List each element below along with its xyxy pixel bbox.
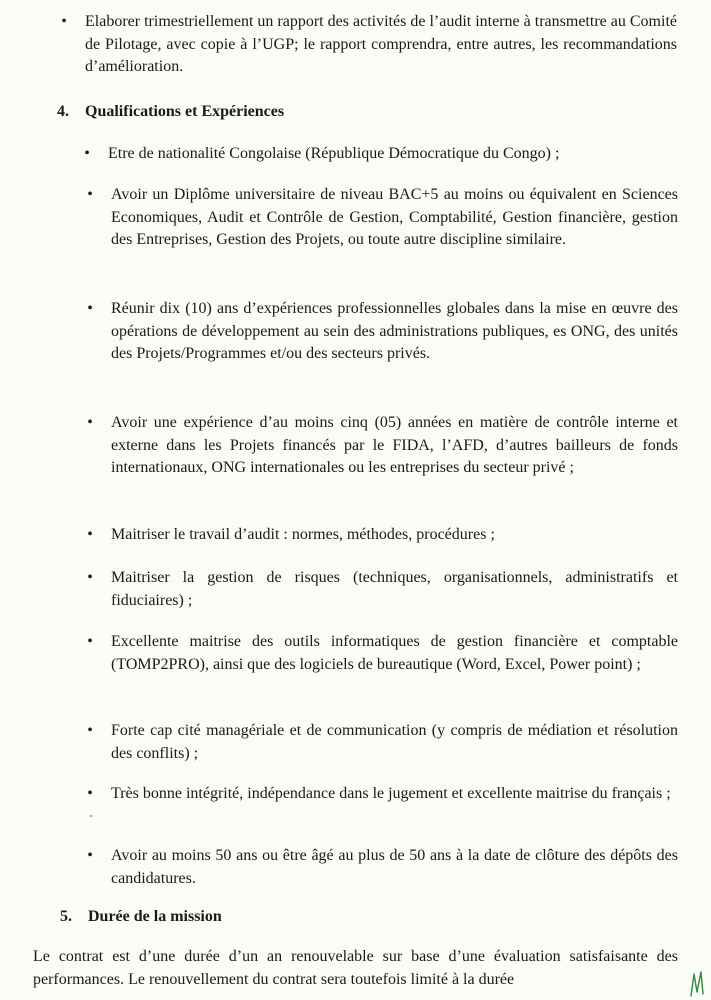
bullet-icon: • (87, 526, 93, 543)
list-item-text: Maitriser le travail d’audit : normes, méthodes, procédures ; (111, 526, 495, 543)
handwritten-initial-mark (688, 968, 706, 998)
list-item (87, 720, 678, 765)
list-item (87, 412, 678, 480)
bullet-icon: • (87, 722, 93, 739)
list-item (87, 567, 678, 612)
list-item-text: Elaborer trimestriellement un rapport des activités de l’audit interne à transmettre au Comité de Pilotage, avec copie à l’UGP; le rapport comprendra, entre autres, les recommandations d’amélioration. (85, 13, 677, 75)
list-item-text: Forte cap cité managériale et de communication (y compris de médiation et résolution des conflits) ; (111, 722, 678, 762)
section-title: Durée de la mission (88, 908, 222, 925)
bullet-icon: • (84, 145, 90, 162)
list-item-text: Avoir au moins 50 ans ou être âgé au plus de 50 ans à la date de clôture des dépôts des candidatures. (111, 847, 678, 887)
list-item (87, 184, 678, 252)
bullet-icon: • (87, 569, 93, 586)
list-item (87, 631, 678, 676)
list-item-text: Etre de nationalité Congolaise (République Démocratique du Congo) ; (108, 145, 560, 162)
list-item (87, 783, 678, 806)
bullet-icon: • (87, 633, 93, 650)
bullet-icon: • (87, 847, 93, 864)
list-item (87, 845, 678, 890)
section-heading-5 (60, 906, 222, 929)
list-item-text: Réunir dix (10) ans d’expériences professionnelles globales dans la mise en œuvre des opérations de développement au sein des administrations publiques, es ONG, des unités des Projets/Programmes et/ou des secteurs privés. (111, 300, 678, 362)
bullet-icon: • (87, 186, 93, 203)
section-paragraph: Le contrat est d’une durée d’un an renouvelable sur base d’une évaluation satisfaisante des performances. Le renouvellement du contrat sera toutefois limité à la durée (33, 948, 678, 988)
list-item-text: Avoir un Diplôme universitaire de niveau BAC+5 au moins ou équivalent en Sciences Economiques, Audit et Contrôle de Gestion, Comptabilité, Gestion financière, gestion des Entreprises, Gestion des Projets, ou toute autre discipline similaire. (111, 186, 678, 248)
section-number: 4. (57, 103, 69, 120)
list-item-text: Maitriser la gestion de risques (techniques, organisationnels, administratifs et fiduciaires) ; (111, 569, 678, 609)
list-item (87, 298, 678, 366)
bullet-icon: • (61, 13, 67, 30)
bullet-icon: • (87, 414, 93, 431)
list-item-text: Très bonne intégrité, indépendance dans le jugement et excellente maitrise du français ; (111, 785, 671, 802)
list-item (84, 143, 678, 166)
stray-dot (90, 815, 92, 817)
bullet-icon: • (87, 785, 93, 802)
section-number: 5. (60, 908, 72, 925)
list-item (61, 11, 677, 79)
section-title: Qualifications et Expériences (85, 103, 285, 120)
list-item-text: Avoir une expérience d’au moins cinq (05) années en matière de contrôle interne et externe dans les Projets financés par le FIDA, l’AFD, d’autres bailleurs de fonds internationaux, ONG internationales ou les entreprises du secteur privé ; (111, 414, 678, 476)
bullet-icon: • (87, 300, 93, 317)
list-item-text: Excellente maitrise des outils informatiques de gestion financière et comptable (TOMP2PRO), ainsi que des logiciels de bureautique (Word, Excel, Power point) ; (111, 633, 678, 673)
list-item (87, 524, 678, 547)
section-heading-4 (57, 101, 284, 124)
